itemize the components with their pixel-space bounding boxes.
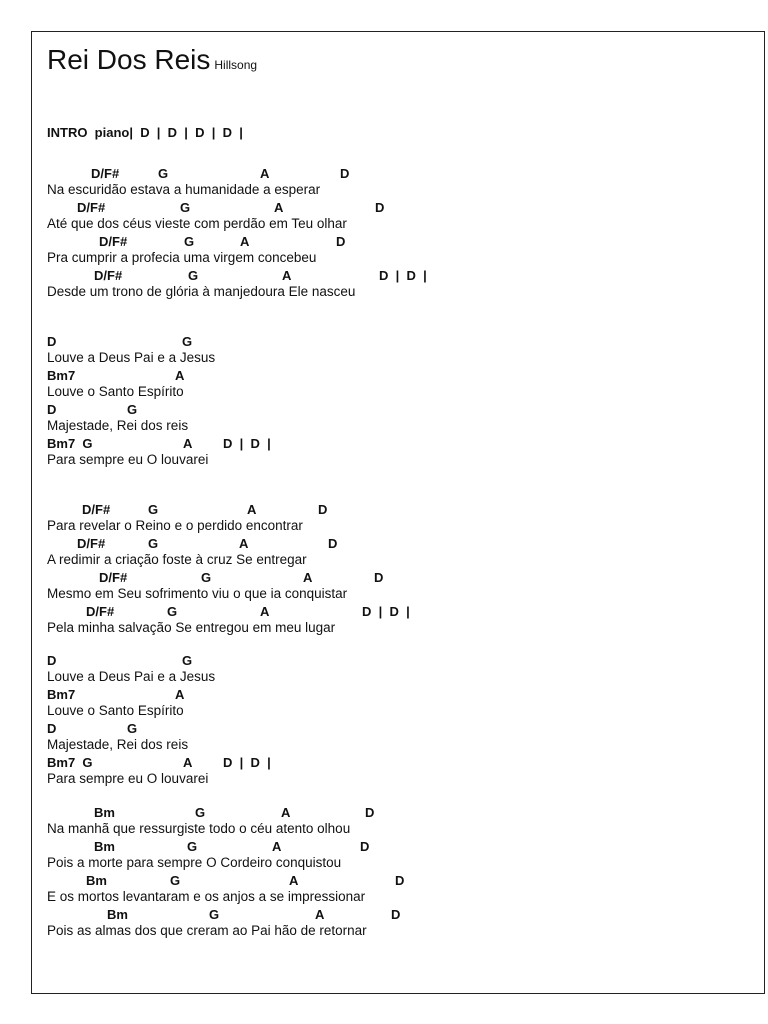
- lyric-text: Pois a morte para sempre O Cordeiro conquistou: [47, 855, 342, 870]
- chord: A: [260, 604, 270, 619]
- chord: D/F#: [99, 234, 128, 249]
- chord: A: [315, 907, 325, 922]
- chord: Bm: [94, 839, 115, 854]
- chord: A: [175, 687, 185, 702]
- chord: D: [374, 570, 384, 585]
- chord: D: [395, 873, 405, 888]
- chord: D/F#: [91, 166, 120, 181]
- lyric-text: Para sempre eu O louvarei: [47, 771, 209, 786]
- chord: D: [391, 907, 401, 922]
- lyric-text: Louve a Deus Pai e a Jesus: [47, 350, 216, 365]
- chord: A: [240, 234, 250, 249]
- lyric-text: E os mortos levantaram e os anjos a se impressionar: [47, 889, 366, 904]
- chord: G: [188, 268, 199, 283]
- lyric-text: A redimir a criação foste à cruz Se entregar: [47, 552, 307, 567]
- song-artist: Hillsong: [214, 58, 258, 72]
- chord: D: [47, 334, 57, 349]
- chord: D: [375, 200, 385, 215]
- chord: A: [272, 839, 282, 854]
- chord: G: [167, 604, 178, 619]
- chord: G: [127, 402, 138, 417]
- chord: Bm7: [47, 368, 76, 383]
- lyric-text: Para sempre eu O louvarei: [47, 452, 209, 467]
- chord: G: [170, 873, 181, 888]
- chord: G: [195, 805, 206, 820]
- chord: D: [328, 536, 338, 551]
- chord: D/F#: [99, 570, 128, 585]
- lyric-text: Pra cumprir a profecia uma virgem concebeu: [47, 250, 317, 265]
- chord: A: [303, 570, 313, 585]
- chord: A: [282, 268, 292, 283]
- chord: D: [47, 402, 57, 417]
- chord: A: [260, 166, 270, 181]
- lyric-text: Pois as almas dos que creram ao Pai hão de retornar: [47, 923, 367, 938]
- chord: Bm: [107, 907, 128, 922]
- chord: G: [182, 653, 193, 668]
- chord: D | D |: [379, 268, 427, 283]
- chord: D | D |: [223, 436, 271, 451]
- chord: G: [158, 166, 169, 181]
- lyric-text: Mesmo em Seu sofrimento viu o que ia conquistar: [47, 586, 348, 601]
- chord: Bm: [94, 805, 115, 820]
- chord: D: [340, 166, 350, 181]
- chord: D/F#: [86, 604, 115, 619]
- chord: G: [187, 839, 198, 854]
- chord: G: [209, 907, 220, 922]
- chord: A: [183, 755, 193, 770]
- lyric-text: Para revelar o Reino e o perdido encontrar: [47, 518, 303, 533]
- chord: D: [336, 234, 346, 249]
- chord: D: [47, 721, 57, 736]
- chord: A: [247, 502, 257, 517]
- chord: G: [180, 200, 191, 215]
- chord: D: [365, 805, 375, 820]
- lyric-text: Desde um trono de glória à manjedoura Ele nasceu: [47, 284, 356, 299]
- chord: G: [148, 502, 159, 517]
- chord: Bm7 G: [47, 436, 93, 451]
- chord: Bm7 G: [47, 755, 93, 770]
- chord: D/F#: [82, 502, 111, 517]
- chord: G: [182, 334, 193, 349]
- chord: A: [175, 368, 185, 383]
- chord: Bm7: [47, 687, 76, 702]
- lyric-text: Na manhã que ressurgiste todo o céu atento olhou: [47, 821, 351, 836]
- page-border: [31, 31, 765, 994]
- lyric-text: Louve o Santo Espírito: [47, 384, 184, 399]
- lyric-text: Majestade, Rei dos reis: [47, 737, 189, 752]
- lyric-text: Até que dos céus vieste com perdão em Teu olhar: [47, 216, 347, 231]
- lyric-text: Pela minha salvação Se entregou em meu lugar: [47, 620, 336, 635]
- chord: G: [127, 721, 138, 736]
- chord: A: [239, 536, 249, 551]
- chord: D/F#: [77, 536, 106, 551]
- chord: D/F#: [94, 268, 123, 283]
- chord: D: [47, 653, 57, 668]
- chord: D | D |: [362, 604, 410, 619]
- chord: D/F#: [77, 200, 106, 215]
- song-header: [47, 44, 257, 76]
- chord: A: [289, 873, 299, 888]
- intro-line: INTRO piano| D | D | D | D |: [47, 125, 243, 140]
- chord: D: [360, 839, 370, 854]
- chord: A: [183, 436, 193, 451]
- song-title: Rei Dos Reis: [47, 44, 211, 75]
- chord: D | D |: [223, 755, 271, 770]
- lyric-text: Louve o Santo Espírito: [47, 703, 184, 718]
- chord: D: [318, 502, 328, 517]
- chord: A: [274, 200, 284, 215]
- chord: G: [201, 570, 212, 585]
- lyric-text: Louve a Deus Pai e a Jesus: [47, 669, 216, 684]
- chord: G: [148, 536, 159, 551]
- chord: Bm: [86, 873, 107, 888]
- lyric-text: Na escuridão estava a humanidade a esperar: [47, 182, 321, 197]
- chord: G: [184, 234, 195, 249]
- lyric-text: Majestade, Rei dos reis: [47, 418, 189, 433]
- chord: A: [281, 805, 291, 820]
